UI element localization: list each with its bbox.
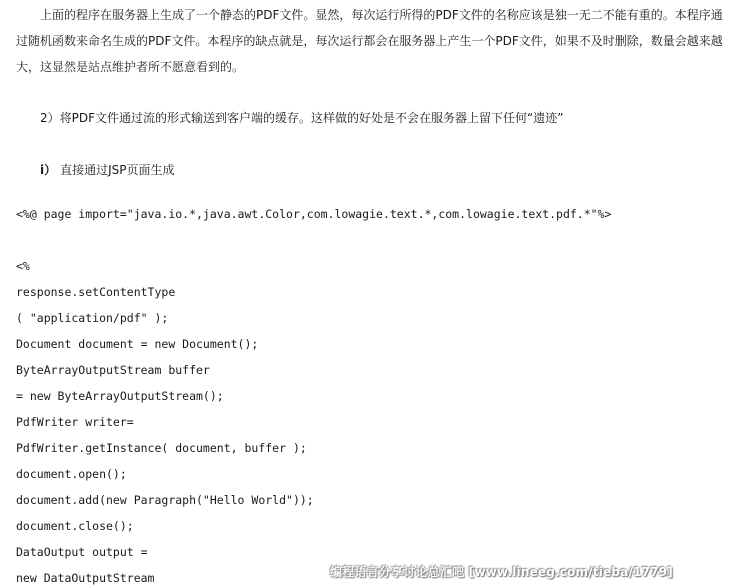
- code-line: response.setContentType: [16, 285, 176, 299]
- code-line: document.open();: [16, 467, 127, 481]
- code-line: PdfWriter.getInstance( document, buffer );: [16, 441, 307, 455]
- code-line: = new ByteArrayOutputStream();: [16, 389, 224, 403]
- code-line: PdfWriter writer=: [16, 415, 134, 429]
- intro-paragraph: 上面的程序在服务器上生成了一个静态的PDF文件。显然，每次运行所得的PDF文件的名称应该是独一无二不能有重的。本程序通过随机函数来命名生成的PDF文件。本程序的缺点就是，每次运行都会在服务器上产生一个PDF文件，如果不及时删除，数量会越来越大，这显然是站点维护者所不愿意看到的。: [16, 8, 723, 74]
- section-2-paragraph: 2）将PDF文件通过流的形式输送到客户端的缓存。这样做的好处是不会在服务器上留下任何“遗迹”: [40, 111, 564, 125]
- subsection-title: 直接通过JSP页面生成: [60, 163, 175, 177]
- code-line: document.add(new Paragraph("Hello World"));: [16, 493, 314, 507]
- site-watermark: 编程语言分享讨论总汇吧 [www.lineeg.com/tieba/1779]: [330, 565, 673, 579]
- code-line: <%@ page import="java.io.*,java.awt.Color,com.lowagie.text.*,com.lowagie.text.pdf.*"%>: [16, 207, 612, 221]
- code-line: ByteArrayOutputStream buffer: [16, 363, 210, 377]
- code-line: document.close();: [16, 519, 134, 533]
- code-line: <%: [16, 259, 30, 273]
- code-line: DataOutput output =: [16, 545, 148, 559]
- subsection-i-heading: [40, 157, 724, 183]
- code-line: ( "application/pdf" );: [16, 311, 169, 325]
- subsection-numeral: i）: [40, 163, 57, 177]
- code-line: Document document = new Document();: [16, 337, 259, 351]
- code-line: new DataOutputStream: [16, 571, 155, 585]
